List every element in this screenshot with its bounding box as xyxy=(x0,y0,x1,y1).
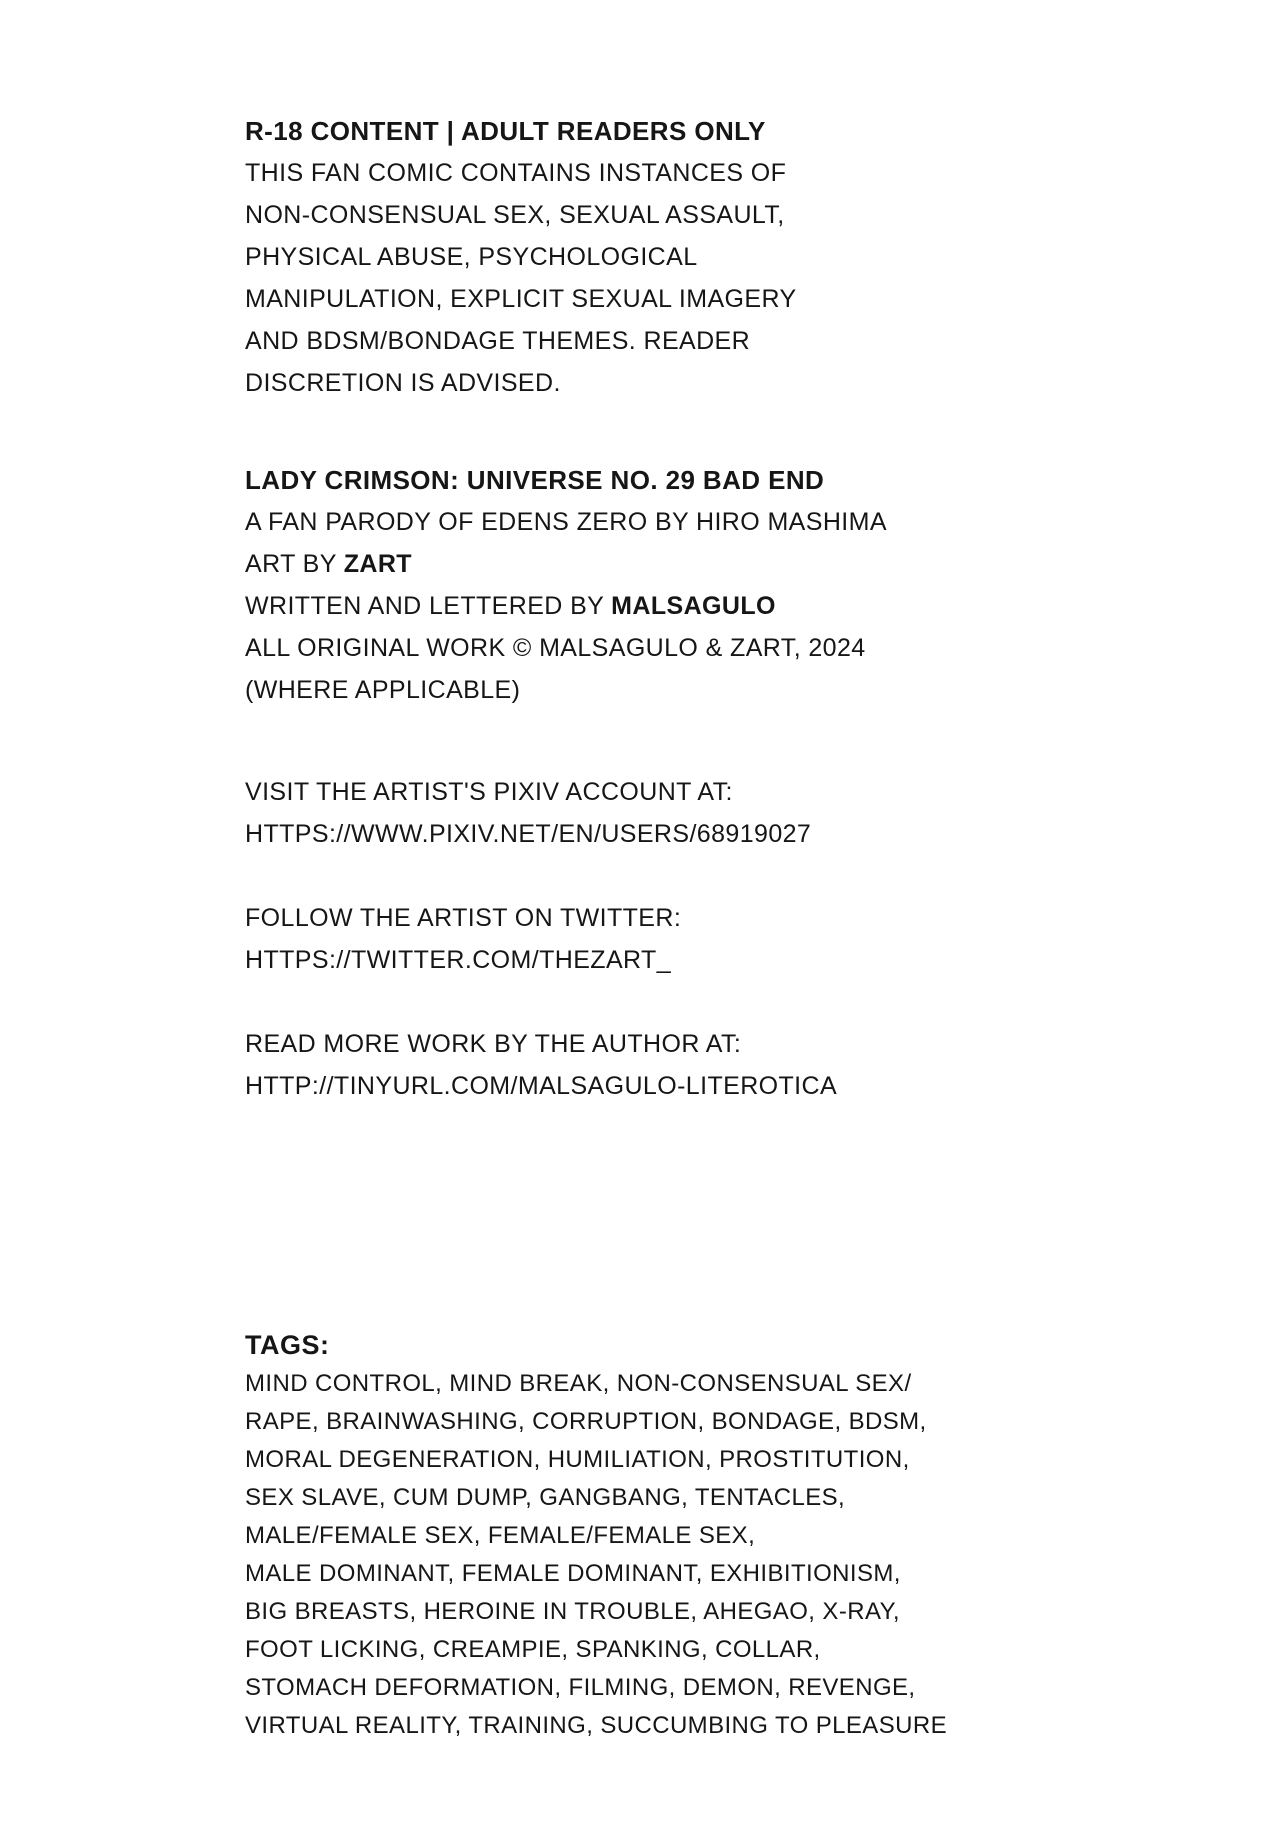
artist-name: ZART xyxy=(343,550,412,578)
tag-line: RAPE, BRAINWASHING, CORRUPTION, BONDAGE, BDSM, xyxy=(245,1408,927,1435)
parody-attribution: A FAN PARODY OF EDENS ZERO BY HIRO MASHIMA xyxy=(245,508,887,536)
warning-line: MANIPULATION, EXPLICIT SEXUAL IMAGERY xyxy=(245,285,797,313)
comic-title: LADY CRIMSON: UNIVERSE NO. 29 BAD END xyxy=(245,465,825,495)
pixiv-link-group xyxy=(245,771,1125,855)
twitter-link-group xyxy=(245,897,1125,981)
author-url: HTTP://TINYURL.COM/MALSAGULO-LITEROTICA xyxy=(245,1072,838,1100)
writer-credit-line xyxy=(245,585,1125,627)
warning-line: DISCRETION IS ADVISED. xyxy=(245,369,561,397)
tag-line: SEX SLAVE, CUM DUMP, GANGBANG, TENTACLES, xyxy=(245,1484,846,1511)
tag-line: MALE DOMINANT, FEMALE DOMINANT, EXHIBITIONISM, xyxy=(245,1560,901,1587)
credits-block xyxy=(245,459,1125,711)
writer-credit-prefix: WRITTEN AND LETTERED BY xyxy=(245,592,612,620)
tag-line: FOOT LICKING, CREAMPIE, SPANKING, COLLAR, xyxy=(245,1636,821,1663)
tag-line: VIRTUAL REALITY, TRAINING, SUCCUMBING TO PLEASURE xyxy=(245,1712,947,1739)
warning-line: PHYSICAL ABUSE, PSYCHOLOGICAL xyxy=(245,243,698,271)
warning-line: THIS FAN COMIC CONTAINS INSTANCES OF xyxy=(245,159,787,187)
tag-line: MORAL DEGENERATION, HUMILIATION, PROSTITUTION, xyxy=(245,1446,910,1473)
twitter-link-label: FOLLOW THE ARTIST ON TWITTER: xyxy=(245,904,682,932)
art-credit-prefix: ART BY xyxy=(245,550,344,578)
tag-line: BIG BREASTS, HEROINE IN TROUBLE, AHEGAO, X-RAY, xyxy=(245,1598,900,1625)
pixiv-url: HTTPS://WWW.PIXIV.NET/EN/USERS/68919027 xyxy=(245,820,812,848)
content-rating-heading: R-18 CONTENT | ADULT READERS ONLY xyxy=(245,116,766,146)
author-name: MALSAGULO xyxy=(611,592,776,620)
tags-heading: TAGS: xyxy=(245,1330,330,1360)
art-credit-line xyxy=(245,543,1125,585)
warning-line: NON-CONSENSUAL SEX, SEXUAL ASSAULT, xyxy=(245,201,785,229)
pixiv-link-label: VISIT THE ARTIST'S PIXIV ACCOUNT AT: xyxy=(245,778,733,806)
page-content xyxy=(245,110,1125,1745)
author-link-group xyxy=(245,1023,1125,1107)
warning-line: AND BDSM/BONDAGE THEMES. READER xyxy=(245,327,751,355)
content-warning-block xyxy=(245,110,1125,404)
tag-line: MALE/FEMALE SEX, FEMALE/FEMALE SEX, xyxy=(245,1522,756,1549)
copyright-note: (WHERE APPLICABLE) xyxy=(245,676,521,704)
copyright-line: ALL ORIGINAL WORK © MALSAGULO & ZART, 2024 xyxy=(245,634,866,662)
tag-line: MIND CONTROL, MIND BREAK, NON-CONSENSUAL SEX/ xyxy=(245,1370,912,1397)
links-block xyxy=(245,771,1125,1107)
tags-block xyxy=(245,1325,1125,1745)
twitter-url: HTTPS://TWITTER.COM/THEZART_ xyxy=(245,946,672,974)
tag-line: STOMACH DEFORMATION, FILMING, DEMON, REVENGE, xyxy=(245,1674,916,1701)
author-link-label: READ MORE WORK BY THE AUTHOR AT: xyxy=(245,1030,742,1058)
